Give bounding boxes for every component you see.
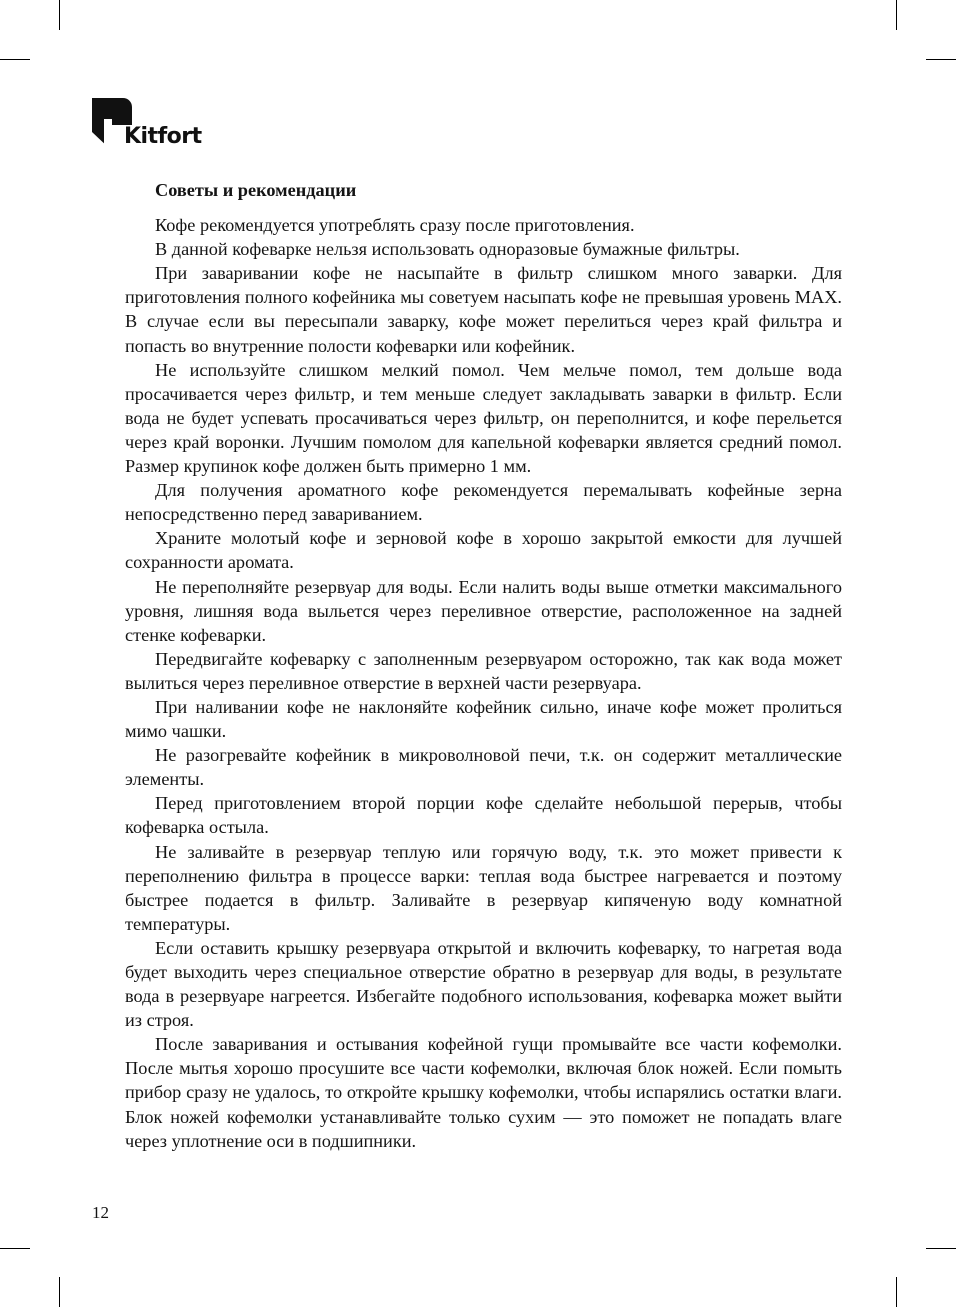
- paragraph: При заваривании кофе не насыпайте в фильтр слишком много заварки. Для приготовления полного кофейника мы советуем насыпать кофе не превышая уровень MAX. В случае если вы пересыпали заварку, кофе может перелиться через край фильтра и попасть во внутренние полости кофеварки или кофейник.: [125, 263, 842, 356]
- page-number: 12: [92, 1203, 109, 1222]
- paragraph: Храните молотый кофе и зерновой кофе в хорошо закрытой емкости для лучшей сохранности аромата.: [125, 528, 842, 573]
- paragraph: После заваривания и остывания кофейной гущи промывайте все части кофемолки. После мытья хорошо просушите все части кофемолки, включая блок ножей. Если помыть прибор сразу не удалось, то откройте крышку кофемолки, чтобы испарялись остатки влаги. Блок ножей кофемолки устанавливайте только сухим — это поможет не попадать влаге через уплотнение оси в подшипники.: [125, 1034, 842, 1151]
- crop-mark-top-right-horizontal: [926, 59, 956, 60]
- crop-mark-bottom-right-horizontal: [926, 1248, 956, 1249]
- crop-mark-top-right-vertical: [896, 0, 897, 30]
- crop-mark-bottom-left-vertical: [59, 1277, 60, 1307]
- crop-mark-top-left-horizontal: [0, 59, 30, 60]
- paragraph: Для получения ароматного кофе рекомендуется перемалывать кофейные зерна непосредственно перед завариванием.: [125, 480, 842, 525]
- paragraph: Не переполняйте резервуар для воды. Если налить воды выше отметки максимального уровня, лишняя вода выльется через переливное отверстие, расположенное на задней стенке кофеварки.: [125, 576, 842, 645]
- paragraph: Не заливайте в резервуар теплую или горячую воду, т.к. это может привести к переполнению фильтра в процессе варки: теплая вода быстрее нагревается и поэтому быстрее подается в фильтр. Заливайте в резервуар кипяченую воду комнатной температуры.: [125, 841, 842, 934]
- crop-mark-top-left-vertical: [59, 0, 60, 30]
- section-title: Советы и рекомендации: [155, 180, 357, 200]
- crop-mark-bottom-left-horizontal: [0, 1248, 30, 1249]
- paragraph: Перед приготовлением второй порции кофе сделайте небольшой перерыв, чтобы кофеварка остыла.: [125, 793, 842, 838]
- paragraph: При наливании кофе не наклоняйте кофейник сильно, иначе кофе может пролиться мимо чашки.: [125, 696, 842, 742]
- paragraph: Не разогревайте кофейник в микроволновой печи, т.к. он содержит металлические элементы.: [125, 745, 842, 790]
- paragraph: В данной кофеварке нельзя использовать одноразовые бумажные фильтры.: [155, 239, 740, 260]
- crop-mark-bottom-right-vertical: [896, 1277, 897, 1307]
- brand-logo: [92, 98, 212, 154]
- tips-section: [125, 178, 842, 1153]
- paragraph: Не используйте слишком мелкий помол. Чем мельче помол, тем дольше вода просачивается через фильтр, и тем меньше следует закладывать заварки в фильтр. Если вода не будет успевать просачиваться через фильтр, он переполнится, и кофе перельется через край воронки. Лучшим помолом для капельной кофеварки является средний помол. Размер крупинок кофе должен быть примерно 1 мм.: [125, 359, 842, 477]
- paragraph: Передвигайте кофеварку с заполненным резервуаром осторожно, так как вода может вылиться через переливное отверстие в верхней части резервуара.: [125, 648, 842, 693]
- paragraph: Если оставить крышку резервуара открытой и включить кофеварку, то нагретая вода будет выходить через специальное отверстие обратно в резервуар для воды, в результате вода в резервуаре нагреется. Избегайте подобного использования, кофеварка может выйти из строя.: [125, 937, 842, 1031]
- paragraph: Кофе рекомендуется употреблять сразу после приготовления.: [155, 215, 635, 236]
- brand-name: Kitfort: [124, 124, 202, 149]
